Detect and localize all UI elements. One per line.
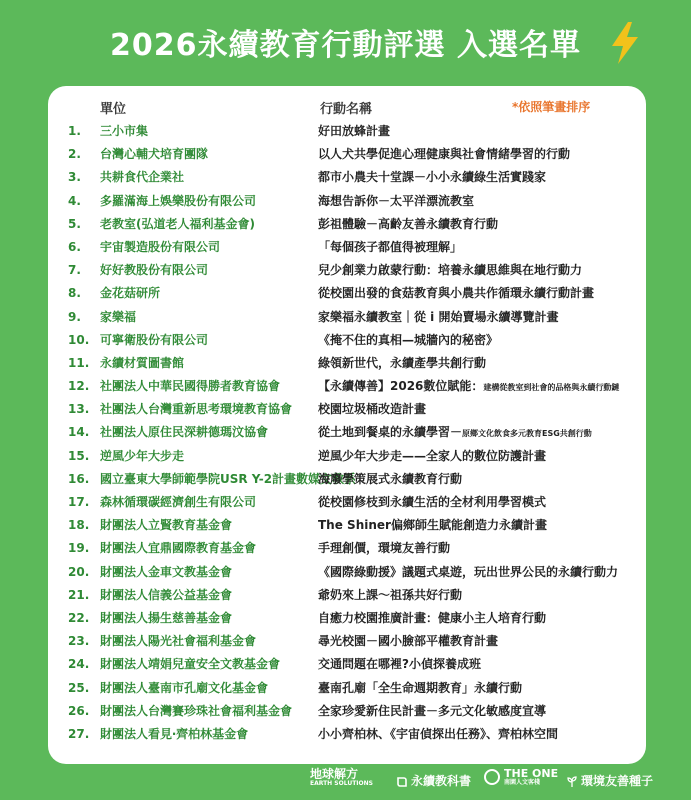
row-number: 12. [68, 379, 90, 394]
row-number: 25. [68, 680, 90, 695]
row-unit: 財團法人陽光社會福利基金會 [100, 634, 257, 649]
row-action-main: 全家珍愛新住民計畫－多元文化敏感度宣導 [318, 703, 547, 718]
row-action-main: 爺奶來上課～祖孫共好行動 [318, 587, 463, 602]
row-number: 7. [68, 263, 81, 278]
row-action-main: 交通問題在哪裡?小偵探養成班 [318, 657, 481, 672]
row-action [318, 282, 594, 306]
row-number: 10. [68, 332, 90, 347]
list-row [0, 630, 691, 653]
eco-seed-name: 環境友善種子 [581, 774, 654, 788]
row-action-main: 《國際綠動援》議題式桌遊，玩出世界公民的永續行動力 [318, 564, 619, 579]
row-action [318, 375, 619, 399]
row-action [318, 630, 498, 654]
list-row [0, 468, 691, 491]
row-action-main: 自癒力校園推廣計畫：健康小主人培育行動 [318, 610, 547, 625]
row-action [318, 491, 546, 515]
row-number: 13. [68, 402, 90, 417]
row-action-main: 從校園修枝到永續生活的全材利用學習模式 [318, 495, 547, 509]
row-action [318, 677, 522, 701]
eco-seed-logo [566, 772, 653, 789]
row-action-main: 家樂福永續教室｜從 i 開始賣場永續導覽計畫 [318, 309, 559, 324]
list-row [0, 514, 691, 537]
row-action-main: 以人犬共學促進心理健康與社會情緒學習的行動 [318, 147, 571, 162]
row-action [318, 398, 426, 422]
row-action [318, 352, 486, 376]
row-action [318, 584, 462, 608]
row-unit: 社團法人原住民深耕德瑪汶協會 [100, 425, 269, 440]
list-row [0, 700, 691, 723]
footer-logos [0, 768, 691, 794]
page-title: 2026永續教育行動評選 入選名單 [110, 28, 581, 63]
list-row [0, 561, 691, 584]
row-action [318, 537, 450, 561]
row-number: 8. [68, 286, 81, 301]
row-unit: 財團法人靖娟兒童安全文教基金會 [100, 657, 281, 672]
action-column-header: 行動名稱 [320, 102, 373, 117]
row-number: 17. [68, 495, 90, 509]
row-unit: 財團法人台灣賽珍珠社會福利基金會 [100, 703, 293, 718]
row-action [318, 166, 546, 190]
row-unit: 永續材質圖書館 [100, 355, 185, 370]
row-number: 21. [68, 587, 90, 602]
list-row [0, 421, 691, 444]
row-action-main: 尋光校園－國小臉部平權教育計畫 [318, 634, 499, 649]
row-action-main: 「每個孩子都值得被理解」 [318, 239, 463, 254]
row-action [318, 561, 618, 585]
row-action [318, 445, 546, 469]
row-unit: 社團法人台灣重新思考環境教育協會 [100, 402, 293, 417]
row-action [318, 259, 582, 283]
row-action-main: 綠領新世代，永續產學共創行動 [318, 355, 487, 370]
row-action-main: The Shiner偏鄉師生賦能創造力永續計畫 [318, 518, 547, 533]
seed-icon [566, 776, 578, 788]
row-action [318, 329, 498, 353]
row-action-main: 都市小農夫十堂課－小小永續綠生活實踐家 [318, 170, 547, 185]
row-action-main: 兒少創業力啟蒙行動：培養永續思維與在地行動力 [318, 263, 583, 278]
row-unit: 財團法人宜鼎國際教育基金會 [100, 541, 257, 556]
row-unit: 財團法人臺南市孔廟文化基金會 [100, 680, 269, 695]
row-number: 14. [68, 425, 90, 440]
row-action [318, 700, 546, 724]
row-number: 15. [68, 448, 90, 463]
row-unit: 可寧衛股份有限公司 [100, 332, 209, 347]
list-row [0, 190, 691, 213]
row-action [318, 514, 547, 538]
row-unit: 社團法人中華民國得勝者教育協會 [100, 379, 281, 394]
row-action [318, 468, 462, 492]
row-action [318, 306, 558, 330]
row-unit: 家樂福 [100, 309, 137, 324]
row-number: 23. [68, 634, 90, 649]
row-number: 24. [68, 657, 90, 672]
row-number: 26. [68, 703, 90, 718]
row-number: 3. [68, 170, 81, 185]
list-row [0, 653, 691, 676]
row-unit: 宇宙製造股份有限公司 [100, 239, 221, 254]
row-action-main: 逆風少年大步走——全家人的數位防護計畫 [318, 448, 547, 463]
row-unit: 台灣心輔犬培育團隊 [100, 147, 209, 162]
list-row [0, 537, 691, 560]
book-icon [396, 776, 408, 788]
list-row [0, 445, 691, 468]
the-one-subtitle: 南園人文客棧 [504, 779, 541, 786]
row-unit: 財團法人立賢教育基金會 [100, 518, 233, 533]
list-row [0, 213, 691, 236]
lightning-bolt-icon [610, 22, 640, 64]
row-unit: 多羅滿海上娛樂股份有限公司 [100, 193, 257, 208]
list-row [0, 723, 691, 746]
row-unit: 財團法人看見‧齊柏林基金會 [100, 726, 249, 741]
row-unit: 三小市集 [100, 124, 149, 138]
row-action-main: 《掩不住的真相—城牆內的秘密》 [318, 332, 499, 347]
list-row [0, 491, 691, 514]
row-action [318, 236, 462, 260]
row-number: 5. [68, 216, 81, 231]
list-row [0, 166, 691, 189]
earth-solutions-logo [310, 768, 373, 788]
row-unit: 共耕食代企業社 [100, 170, 185, 185]
row-action-main: 小小齊柏林、《宇宙偵探出任務》、齊柏林空間 [318, 726, 559, 741]
list-row [0, 143, 691, 166]
row-unit: 財團法人揚生慈善基金會 [100, 610, 233, 625]
row-action [318, 143, 570, 167]
list-row [0, 120, 691, 143]
unit-column-header: 單位 [100, 102, 127, 117]
row-action [318, 120, 390, 144]
row-unit: 財團法人金車文教基金會 [100, 564, 233, 579]
list-row [0, 352, 691, 375]
row-number: 20. [68, 564, 90, 579]
the-one-logo [484, 768, 558, 786]
row-action-main: 彭祖體驗－高齡友善永續教育行動 [318, 216, 499, 231]
earth-solutions-name: 地球解方 [310, 767, 359, 781]
row-unit: 老教室(弘道老人福利基金會) [100, 216, 255, 231]
row-action [318, 723, 558, 747]
row-action-main: 海想告訴你－太平洋漂流教室 [318, 193, 475, 208]
row-action-main: 好田放蜂計畫 [318, 124, 391, 138]
list-row [0, 398, 691, 421]
row-number: 16. [68, 471, 90, 486]
the-one-name: THE ONE [504, 767, 559, 780]
row-number: 11. [68, 355, 90, 370]
row-action [318, 607, 546, 631]
list-row [0, 329, 691, 352]
row-number: 4. [68, 193, 81, 208]
power-circle-icon [484, 769, 500, 785]
selection-list [0, 120, 691, 746]
row-number: 1. [68, 124, 81, 138]
row-action [318, 653, 481, 677]
sustainability-textbook-name: 永續教科書 [411, 774, 472, 788]
row-action [318, 213, 498, 237]
row-action-main: 從土地到餐桌的永續學習－ [318, 425, 463, 440]
row-unit: 好好教股份有限公司 [100, 263, 209, 278]
list-row [0, 584, 691, 607]
row-number: 2. [68, 147, 81, 162]
sustainability-textbook-logo [396, 772, 471, 789]
row-action [318, 190, 474, 214]
row-unit: 金花菇研所 [100, 286, 161, 301]
row-number: 6. [68, 239, 81, 254]
row-action-main: 【永續傳善】2026數位賦能： [318, 379, 484, 394]
row-action-main: 校園垃圾桶改造計畫 [318, 402, 427, 417]
row-unit: 財團法人信義公益基金會 [100, 587, 233, 602]
row-action-main: 海廢學策展式永續教育行動 [318, 471, 463, 486]
list-row [0, 259, 691, 282]
row-action-sub: 建構從教室到社會的品格與永續行動鏈 [483, 383, 620, 393]
list-row [0, 306, 691, 329]
row-number: 27. [68, 726, 90, 741]
list-row [0, 282, 691, 305]
row-action-sub: 原鄉文化飲食多元教育ESG共創行動 [462, 429, 592, 439]
row-number: 19. [68, 541, 90, 556]
row-unit: 國立臺東大學師範學院USR Y-2計畫數媒文教系 [100, 471, 357, 486]
row-action [318, 421, 592, 445]
list-row [0, 375, 691, 398]
sort-note: *依照筆畫排序 [512, 100, 591, 114]
row-number: 18. [68, 518, 90, 533]
row-action-main: 臺南孔廟「全生命週期教育」永續行動 [318, 680, 523, 695]
list-row [0, 677, 691, 700]
row-action-main: 手理創價，環境友善行動 [318, 541, 451, 556]
earth-solutions-subtitle: EARTH SOLUTIONS [310, 780, 373, 787]
row-action-main: 從校園出發的食菇教育與小農共作循環永續行動計畫 [318, 286, 595, 301]
row-unit: 森林循環碳經濟創生有限公司 [100, 495, 257, 509]
row-unit: 逆風少年大步走 [100, 448, 185, 463]
row-number: 9. [68, 309, 81, 324]
list-row [0, 607, 691, 630]
list-row [0, 236, 691, 259]
row-number: 22. [68, 610, 90, 625]
